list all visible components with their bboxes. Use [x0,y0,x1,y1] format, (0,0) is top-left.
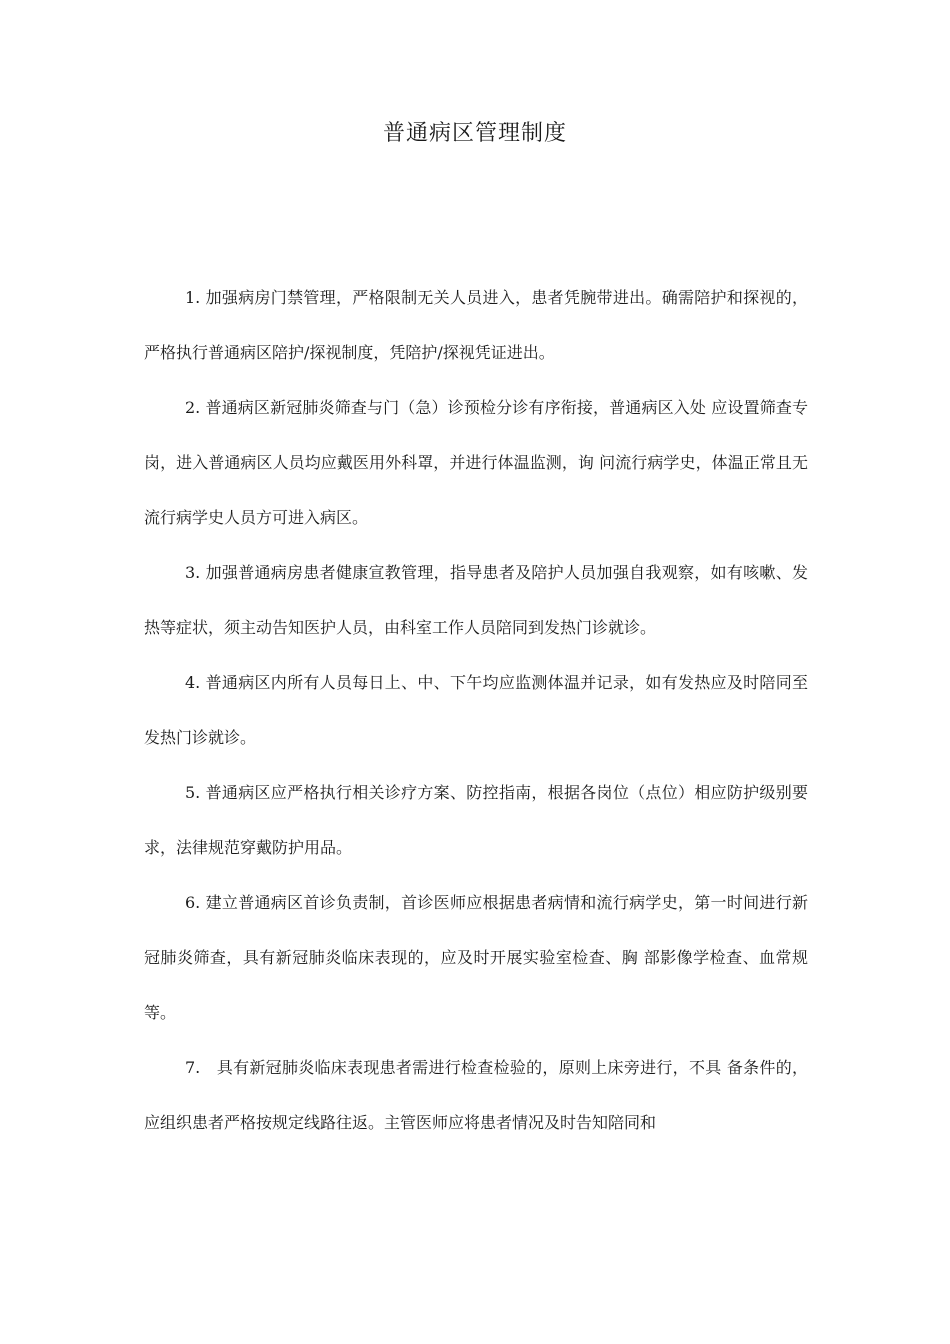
page-title: 普通病区管理制度 [382,121,567,146]
paragraph-3: 3. 加强普通病房患者健康宣教管理，指导患者及陪护人员加强自我观察，如有咳嗽、发热等症状，须主动告知医护人员，由科室工作人员陪同到发热门诊就诊。 [144,563,808,637]
paragraph-4: 4. 普通病区内所有人员每日上、中、下午均应监测体温并记录，如有发热应及时陪同至发热门诊就诊。 [144,673,808,747]
paragraph-7: 7. 具有新冠肺炎临床表现患者需进行检查检验的，原则上床旁进行，不具 备条件的，应组织患者严格按规定线路往返。主管医师应将患者情况及时告知陪同和 [144,1058,808,1132]
paragraph-6: 6. 建立普通病区首诊负责制，首诊医师应根据患者病情和流行病学史，第一时间进行新冠肺炎筛查，具有新冠肺炎临床表现的，应及时开展实验室检查、胸 部影像学检查、血常规等。 [144,893,808,1022]
document-body [144,270,808,1150]
paragraph-2: 2. 普通病区新冠肺炎筛查与门（急）诊预检分诊有序衔接，普通病区入处 应设置筛查专岗，进入普通病区人员均应戴医用外科罩，并进行体温监测，询 问流行病学史，体温正常且无流行病学史人员方可进入病区。 [144,398,808,527]
paragraph-1: 1. 加强病房门禁管理，严格限制无关人员进入，患者凭腕带进出。确需陪护和探视的，严格执行普通病区陪护/探视制度，凭陪护/探视凭证进出。 [144,288,808,362]
paragraph-5: 5. 普通病区应严格执行相关诊疗方案、防控指南，根据各岗位（点位）相应防护级别要求，法律规范穿戴防护用品。 [144,783,808,857]
